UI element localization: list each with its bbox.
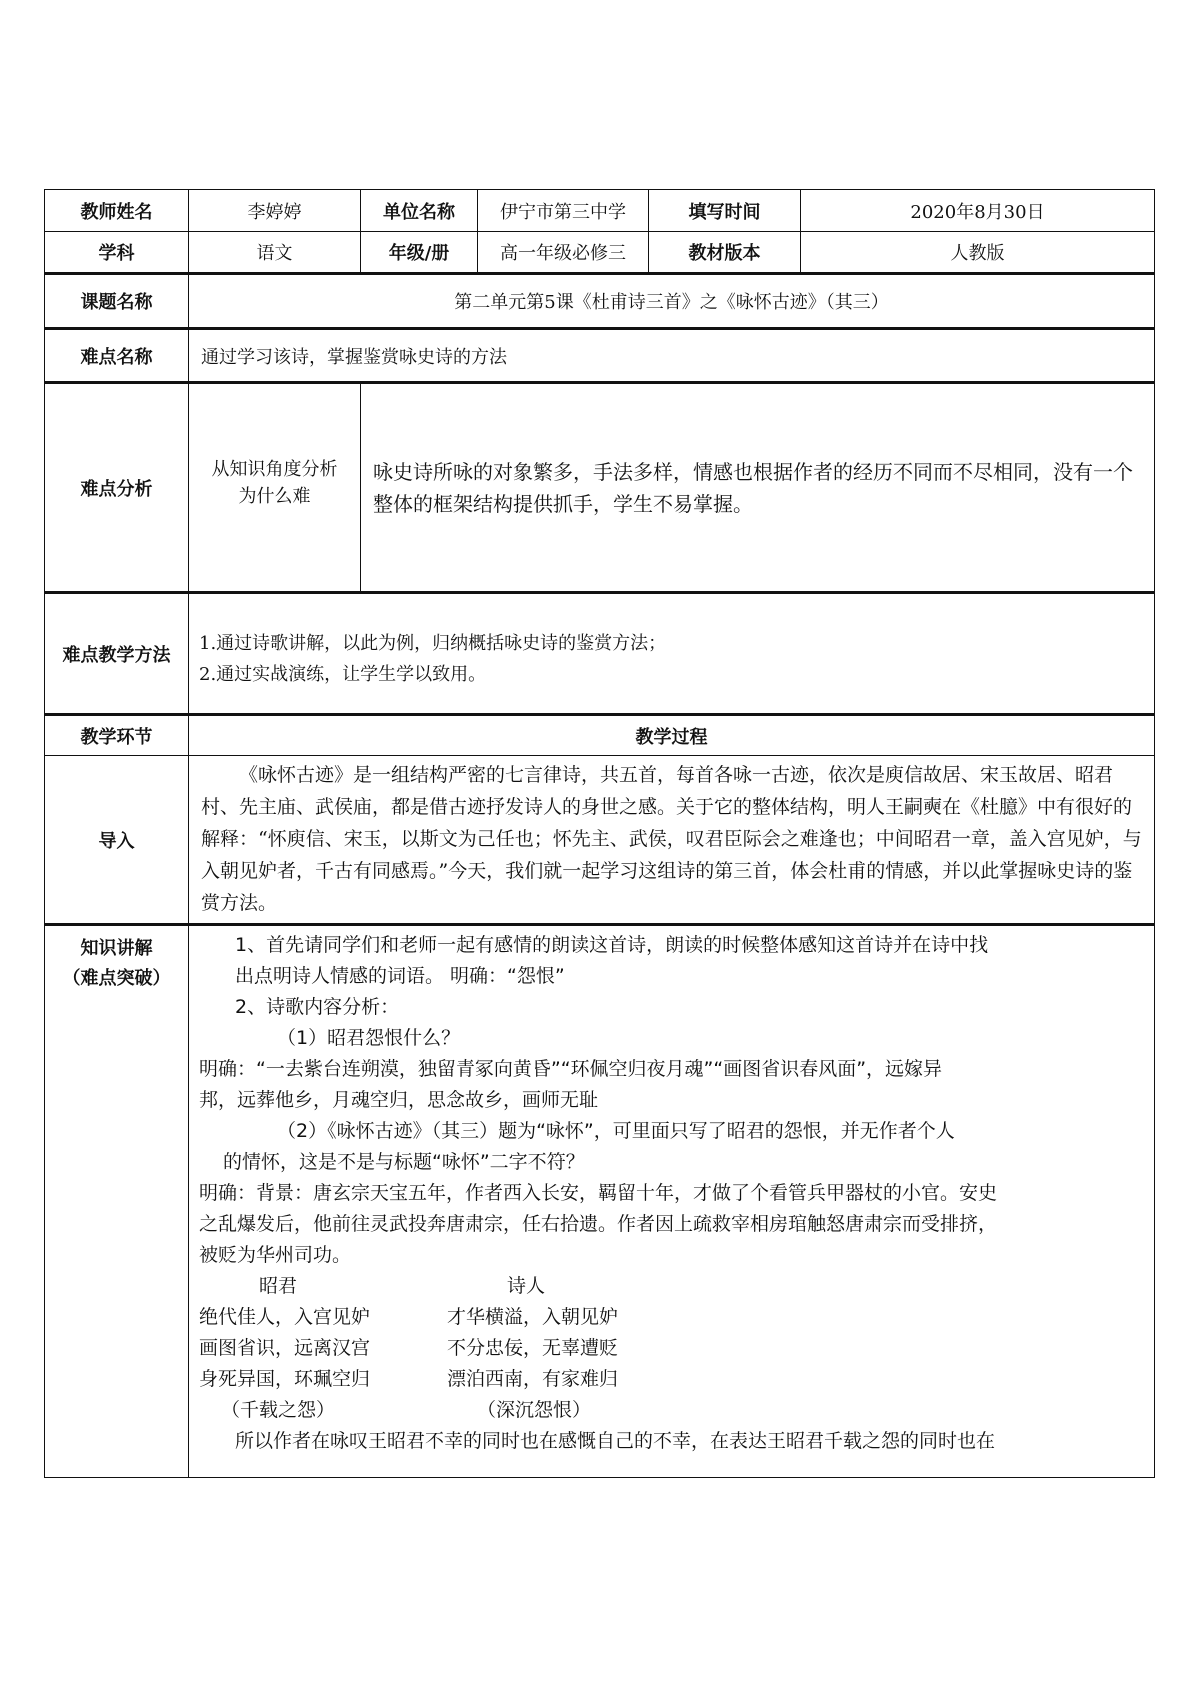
compare-row-1-a: 绝代佳人，入宫见妒: [199, 1306, 371, 1328]
knowledge-line-6: 邦，远葬他乡，月魂空归，思念故乡，画师无耻: [199, 1089, 599, 1111]
teacher-label: 教师姓名: [45, 190, 189, 232]
knowledge-line-9: 明确：背景：唐玄宗天宝五年，作者西入长安，羁留十年，才做了个看管兵甲器杖的小官。安史: [199, 1182, 998, 1204]
subject-label: 学科: [45, 232, 189, 274]
process-title: 教学过程: [189, 715, 1155, 756]
header-row-2: [45, 232, 1155, 274]
method-item-2: 2.通过实战演练，让学生学以致用。: [199, 664, 487, 685]
knowledge-line-5: 明确：“一去紫台连朔漠，独留青冢向黄昏”“环佩空归夜月魂”“画图省识春风面”，远嫁异: [199, 1058, 943, 1080]
knowledge-label: [45, 925, 189, 1478]
fill-date: 2020年8月30日: [801, 190, 1155, 232]
compare-row-4-b: （深沉怨恨）: [477, 1399, 592, 1421]
compare-row-4: [199, 1395, 1144, 1426]
intro-text: 《咏怀古迹》是一组结构严密的七言律诗，共五首，每首各咏一古迹，依次是庾信故居、宋玉故居、昭君村、先主庙、武侯庙，都是借古迹抒发诗人的身世之感。关于它的整体结构，明人王嗣奭在《杜臆》中有很好的解释：“怀庾信、宋玉，以斯文为己任也；怀先主、武侯，叹君臣际会之难逢也；中间昭君一章，盖入宫见妒，与入朝见妒者，千古有同感焉。”今天，我们就一起学习这组诗的第三首，体会杜甫的情感，并以此掌握咏史诗的鉴赏方法。: [201, 764, 1142, 914]
compare-row-2-a: 画图省识，远离汉宫: [199, 1337, 371, 1359]
topic-label: 课题名称: [45, 274, 189, 329]
knowledge-cell: [189, 925, 1155, 1478]
analysis-row: [45, 383, 1155, 593]
lesson-plan-table: [44, 189, 1155, 1478]
teacher-name: 李婷婷: [189, 190, 361, 232]
topic-value: 第二单元第5课《杜甫诗三首》之《咏怀古迹》（其三）: [189, 274, 1155, 329]
method-row: [45, 593, 1155, 715]
header-row-1: [45, 190, 1155, 232]
compare-col-poet: 诗人: [507, 1275, 546, 1297]
subject-value: 语文: [189, 232, 361, 274]
difficulty-label: 难点名称: [45, 329, 189, 383]
process-step-label: 教学环节: [45, 715, 189, 756]
knowledge-line-12: 所以作者在咏叹王昭君不幸的同时也在感慨自己的不幸，在表达王昭君千载之怨的同时也在: [235, 1430, 996, 1452]
method-cell: [189, 593, 1155, 715]
compare-row-3: [199, 1364, 1144, 1395]
grade-value: 高一年级必修三: [478, 232, 649, 274]
difficulty-value: 通过学习该诗，掌握鉴赏咏史诗的方法: [189, 329, 1155, 383]
knowledge-line-7: （2）《咏怀古迹》（其三）题为“咏怀”，可里面只写了昭君的怨恨，并无作者个人: [277, 1120, 955, 1142]
knowledge-label-line1: 知识讲解: [80, 938, 153, 959]
unit-label: 单位名称: [361, 190, 478, 232]
unit-name: 伊宁市第三中学: [478, 190, 649, 232]
compare-row-1-b: 才华横溢，入朝见妒: [447, 1306, 619, 1328]
grade-label: 年级/册: [361, 232, 478, 274]
intro-row: [45, 756, 1155, 925]
difficulty-row: [45, 329, 1155, 383]
compare-row-1: [199, 1302, 1144, 1333]
compare-col-zhaojun: 昭君: [259, 1275, 298, 1297]
knowledge-line-2: 出点明诗人情感的词语。 明确：“怨恨”: [235, 965, 565, 987]
method-label: 难点教学方法: [45, 593, 189, 715]
analysis-label: 难点分析: [45, 383, 189, 593]
topic-row: [45, 274, 1155, 329]
method-item-1: 1.通过诗歌讲解，以此为例，归纳概括咏史诗的鉴赏方法；: [199, 633, 667, 654]
intro-cell: [189, 756, 1155, 925]
compare-header: [199, 1271, 1144, 1302]
analysis-text: 咏史诗所咏的对象繁多，手法多样，情感也根据作者的经历不同而不尽相同，没有一个整体的框架结构提供抓手，学生不易掌握。: [361, 383, 1155, 593]
edition-value: 人教版: [801, 232, 1155, 274]
knowledge-line-3: 2、诗歌内容分析：: [235, 996, 400, 1018]
knowledge-line-1: 1、首先请同学们和老师一起有感情的朗读这首诗，朗读的时候整体感知这首诗并在诗中找: [235, 934, 989, 956]
process-header-row: [45, 715, 1155, 756]
compare-row-2-b: 不分忠佞，无辜遭贬: [447, 1337, 619, 1359]
analysis-sublabel: 从知识角度分析为什么难: [189, 383, 361, 593]
compare-row-4-a: （千载之怨）: [221, 1399, 336, 1421]
knowledge-line-8: 的情怀，这是不是与标题“咏怀”二字不符？: [223, 1151, 585, 1173]
date-label: 填写时间: [649, 190, 801, 232]
compare-row-3-b: 漂泊西南，有家难归: [447, 1368, 619, 1390]
knowledge-line-11: 被贬为华州司功。: [199, 1244, 352, 1266]
compare-row-3-a: 身死异国，环珮空归: [199, 1368, 371, 1390]
edition-label: 教材版本: [649, 232, 801, 274]
knowledge-line-10: 之乱爆发后，他前往灵武投奔唐肃宗，任右拾遗。作者因上疏救宰相房琯触怒唐肃宗而受排挤，: [199, 1213, 998, 1235]
intro-label: 导入: [45, 756, 189, 925]
knowledge-label-line2: （难点突破）: [62, 968, 171, 989]
compare-row-2: [199, 1333, 1144, 1364]
knowledge-row: [45, 925, 1155, 1478]
knowledge-line-4: （1）昭君怨恨什么？: [277, 1027, 461, 1049]
